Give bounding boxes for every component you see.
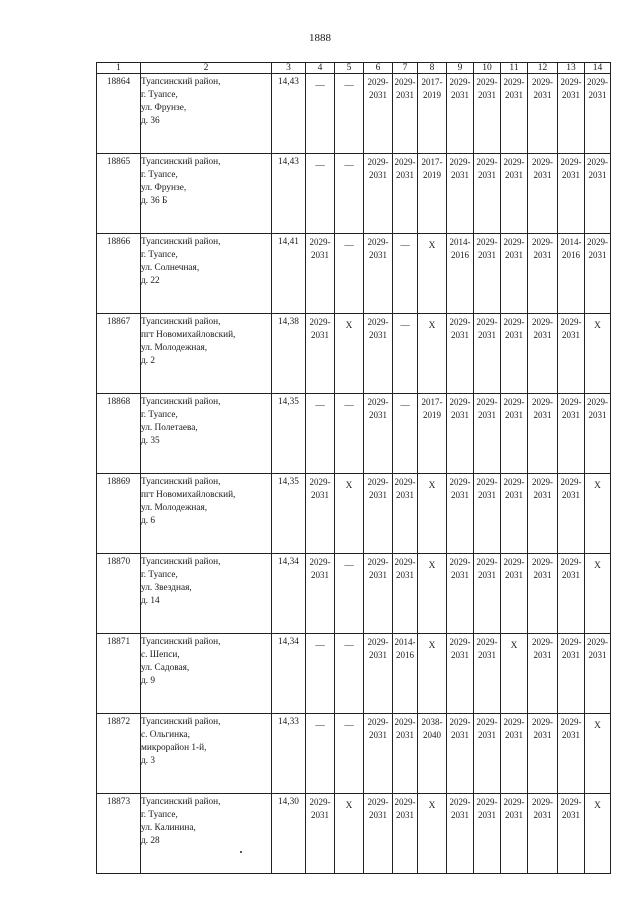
period-cell: 2029- 2031 — [558, 794, 585, 874]
cross-mark: X — [428, 481, 436, 491]
period-cell: 2029- 2031 — [528, 474, 558, 554]
column-header: 4 — [306, 63, 335, 74]
empty-cell — [393, 314, 418, 394]
empty-cell — [335, 154, 364, 234]
period-cell: 2029- 2031 — [447, 554, 474, 634]
period-cell: 2029- 2031 — [501, 474, 528, 554]
not-applicable-cell — [418, 634, 447, 714]
period-cell: 2029- 2031 — [528, 154, 558, 234]
empty-cell — [335, 714, 364, 794]
area-value: 14,35 — [272, 394, 306, 474]
column-header: 13 — [558, 63, 585, 74]
not-applicable-cell — [335, 314, 364, 394]
period-cell: 2029- 2031 — [501, 714, 528, 794]
address-line: д. 22 — [141, 276, 160, 286]
address-line: Туапсинский район, — [141, 317, 221, 327]
record-number: 18865 — [97, 154, 141, 234]
period-cell: 2029- 2031 — [558, 634, 585, 714]
period-cell: 2029- 2031 — [474, 554, 501, 634]
period-cell: 2029- 2031 — [585, 234, 611, 314]
address-cell — [141, 714, 272, 794]
record-number: 18867 — [97, 314, 141, 394]
address-line: Туапсинский район, — [141, 157, 221, 167]
empty-cell — [306, 394, 335, 474]
cross-mark: X — [594, 321, 601, 331]
record-number: 18873 — [97, 794, 141, 874]
period-cell: 2029- 2031 — [447, 154, 474, 234]
not-applicable-cell — [585, 714, 611, 794]
table-row — [97, 634, 611, 714]
page-number: 1888 — [309, 32, 331, 44]
not-applicable-cell — [585, 794, 611, 874]
period-cell: 2029- 2031 — [474, 794, 501, 874]
address-line: ул. Звездная, — [141, 583, 192, 593]
empty-cell — [335, 234, 364, 314]
address-cell — [141, 74, 272, 154]
dash-mark: — — [315, 721, 325, 731]
address-line: д. 14 — [141, 596, 160, 606]
dash-mark: — — [344, 561, 354, 571]
period-cell: 2014- 2016 — [558, 234, 585, 314]
period-cell: 2029- 2031 — [306, 554, 335, 634]
column-header: 9 — [447, 63, 474, 74]
scan-speck — [240, 851, 242, 853]
address-line: с. Шепси, — [141, 650, 180, 660]
address-line: ул. Молодежная, — [141, 343, 208, 353]
period-cell: 2029- 2031 — [364, 74, 393, 154]
record-number: 18872 — [97, 714, 141, 794]
column-header: 14 — [585, 63, 611, 74]
period-cell: 2029- 2031 — [528, 234, 558, 314]
address-line: г. Туапсе, — [141, 170, 178, 180]
area-value: 14,43 — [272, 154, 306, 234]
period-cell: 2017- 2019 — [418, 74, 447, 154]
area-value: 14,41 — [272, 234, 306, 314]
period-cell: 2029- 2031 — [585, 634, 611, 714]
period-cell: 2029- 2031 — [393, 554, 418, 634]
address-line: пгт Новомихайловский, — [141, 490, 236, 500]
dash-mark: — — [344, 401, 354, 411]
period-cell: 2029- 2031 — [558, 474, 585, 554]
address-line: д. 6 — [141, 516, 156, 526]
period-cell: 2029- 2031 — [447, 714, 474, 794]
period-cell: 2029- 2031 — [447, 74, 474, 154]
empty-cell — [335, 554, 364, 634]
address-line: г. Туапсе, — [141, 250, 178, 260]
period-cell: 2029- 2031 — [558, 314, 585, 394]
dash-mark: — — [315, 161, 325, 171]
address-line: д. 28 — [141, 836, 160, 846]
empty-cell — [306, 74, 335, 154]
table-row — [97, 794, 611, 874]
period-cell: 2029- 2031 — [306, 474, 335, 554]
dash-mark: — — [400, 401, 410, 411]
period-cell: 2029- 2031 — [528, 314, 558, 394]
address-line: Туапсинский район, — [141, 77, 221, 87]
dash-mark: — — [344, 721, 354, 731]
dash-mark: — — [344, 161, 354, 171]
period-cell: 2017- 2019 — [418, 394, 447, 474]
address-line: ул. Молодежная, — [141, 503, 208, 513]
dash-mark: — — [344, 641, 354, 651]
address-line: г. Туапсе, — [141, 570, 178, 580]
period-cell: 2029- 2031 — [393, 74, 418, 154]
period-cell: 2029- 2031 — [474, 314, 501, 394]
area-value: 14,34 — [272, 634, 306, 714]
address-cell — [141, 554, 272, 634]
period-cell: 2029- 2031 — [501, 234, 528, 314]
address-line: Туапсинский район, — [141, 477, 221, 487]
not-applicable-cell — [335, 794, 364, 874]
period-cell: 2029- 2031 — [501, 394, 528, 474]
cross-mark: X — [428, 561, 436, 571]
period-cell: 2029- 2031 — [501, 74, 528, 154]
period-cell: 2017- 2019 — [418, 154, 447, 234]
area-value: 14,38 — [272, 314, 306, 394]
period-cell: 2029- 2031 — [558, 714, 585, 794]
dash-mark: — — [400, 321, 410, 331]
period-cell: 2029- 2031 — [306, 794, 335, 874]
not-applicable-cell — [418, 794, 447, 874]
period-cell: 2029- 2031 — [447, 394, 474, 474]
period-cell: 2029- 2031 — [528, 634, 558, 714]
record-number: 18866 — [97, 234, 141, 314]
empty-cell — [335, 74, 364, 154]
address-line: г. Туапсе, — [141, 810, 178, 820]
address-line: ул. Полетаева, — [141, 423, 198, 433]
table-row — [97, 474, 611, 554]
address-cell — [141, 394, 272, 474]
address-cell — [141, 794, 272, 874]
not-applicable-cell — [501, 634, 528, 714]
period-cell: 2029- 2031 — [364, 714, 393, 794]
dash-mark: — — [315, 401, 325, 411]
empty-cell — [393, 234, 418, 314]
dash-mark: — — [315, 641, 325, 651]
period-cell: 2029- 2031 — [364, 234, 393, 314]
cross-mark: X — [428, 321, 436, 331]
cross-mark: X — [428, 641, 436, 651]
dash-mark: — — [400, 241, 410, 251]
period-cell: 2029- 2031 — [474, 154, 501, 234]
cross-mark: X — [428, 241, 436, 251]
address-cell — [141, 154, 272, 234]
period-cell: 2029- 2031 — [393, 154, 418, 234]
empty-cell — [393, 394, 418, 474]
period-cell: 2029- 2031 — [474, 234, 501, 314]
empty-cell — [335, 634, 364, 714]
address-line: д. 36 Б — [141, 196, 168, 206]
dash-mark: — — [344, 241, 354, 251]
area-value: 14,34 — [272, 554, 306, 634]
period-cell: 2029- 2031 — [474, 394, 501, 474]
period-cell: 2029- 2031 — [447, 794, 474, 874]
table-row — [97, 154, 611, 234]
cross-mark: X — [594, 801, 601, 811]
period-cell: 2029- 2031 — [447, 474, 474, 554]
address-line: микрорайон 1-й, — [141, 743, 207, 753]
period-cell: 2029- 2031 — [364, 634, 393, 714]
address-cell — [141, 234, 272, 314]
period-cell: 2029- 2031 — [393, 474, 418, 554]
address-line: д. 3 — [141, 756, 156, 766]
address-line: ул. Фрунзе, — [141, 183, 187, 193]
period-cell: 2029- 2031 — [558, 74, 585, 154]
column-header: 5 — [335, 63, 364, 74]
area-value: 14,43 — [272, 74, 306, 154]
period-cell: 2029- 2031 — [474, 474, 501, 554]
address-line: г. Туапсе, — [141, 410, 178, 420]
table-row — [97, 714, 611, 794]
cross-mark: X — [345, 481, 353, 491]
address-line: с. Ольгинка, — [141, 730, 190, 740]
cross-mark: X — [594, 561, 601, 571]
address-line: д. 36 — [141, 116, 160, 126]
area-value: 14,35 — [272, 474, 306, 554]
period-cell: 2029- 2031 — [585, 74, 611, 154]
period-cell: 2029- 2031 — [393, 714, 418, 794]
not-applicable-cell — [418, 474, 447, 554]
table-body — [97, 74, 611, 874]
column-header: 1 — [97, 63, 141, 74]
column-header: 8 — [418, 63, 447, 74]
period-cell: 2029- 2031 — [364, 474, 393, 554]
period-cell: 2029- 2031 — [474, 714, 501, 794]
column-header: 3 — [272, 63, 306, 74]
period-cell: 2029- 2031 — [558, 394, 585, 474]
not-applicable-cell — [585, 554, 611, 634]
column-header: 12 — [528, 63, 558, 74]
area-value: 14,33 — [272, 714, 306, 794]
record-number: 18864 — [97, 74, 141, 154]
empty-cell — [335, 394, 364, 474]
empty-cell — [306, 714, 335, 794]
address-line: г. Туапсе, — [141, 90, 178, 100]
period-cell: 2029- 2031 — [558, 154, 585, 234]
address-line: ул. Калинина, — [141, 823, 196, 833]
period-cell: 2029- 2031 — [364, 794, 393, 874]
table-row — [97, 74, 611, 154]
address-line: ул. Садовая, — [141, 663, 190, 673]
address-line: Туапсинский район, — [141, 557, 221, 567]
cross-mark: X — [345, 801, 353, 811]
table-row — [97, 554, 611, 634]
address-line: ул. Фрунзе, — [141, 103, 187, 113]
not-applicable-cell — [585, 474, 611, 554]
period-cell: 2029- 2031 — [528, 74, 558, 154]
address-line: пгт Новомихайловский, — [141, 330, 236, 340]
registry-table — [96, 62, 611, 874]
dash-mark: — — [315, 81, 325, 91]
period-cell: 2014- 2016 — [447, 234, 474, 314]
period-cell: 2029- 2031 — [474, 74, 501, 154]
period-cell: 2029- 2031 — [501, 154, 528, 234]
cross-mark: X — [594, 481, 601, 491]
table-row — [97, 314, 611, 394]
period-cell: 2029- 2031 — [501, 554, 528, 634]
record-number: 18871 — [97, 634, 141, 714]
period-cell: 2029- 2031 — [528, 554, 558, 634]
not-applicable-cell — [418, 554, 447, 634]
record-number: 18869 — [97, 474, 141, 554]
cross-mark: X — [594, 721, 601, 731]
period-cell: 2029- 2031 — [364, 314, 393, 394]
address-line: Туапсинский район, — [141, 717, 221, 727]
address-line: Туапсинский район, — [141, 797, 221, 807]
period-cell: 2029- 2031 — [528, 714, 558, 794]
period-cell: 2029- 2031 — [306, 234, 335, 314]
address-cell — [141, 634, 272, 714]
not-applicable-cell — [585, 314, 611, 394]
address-line: Туапсинский район, — [141, 397, 221, 407]
column-header-row — [97, 63, 611, 74]
period-cell: 2029- 2031 — [364, 394, 393, 474]
area-value: 14,30 — [272, 794, 306, 874]
period-cell: 2029- 2031 — [447, 314, 474, 394]
record-number: 18868 — [97, 394, 141, 474]
period-cell: 2029- 2031 — [364, 154, 393, 234]
period-cell: 2029- 2031 — [528, 394, 558, 474]
column-header: 11 — [501, 63, 528, 74]
cross-mark: X — [345, 321, 353, 331]
address-cell — [141, 314, 272, 394]
cross-mark: X — [510, 641, 518, 651]
period-cell: 2029- 2031 — [393, 794, 418, 874]
dash-mark: — — [344, 81, 354, 91]
period-cell: 2029- 2031 — [306, 314, 335, 394]
table-row — [97, 394, 611, 474]
period-cell: 2038- 2040 — [418, 714, 447, 794]
address-line: Туапсинский район, — [141, 237, 221, 247]
address-line: д. 9 — [141, 676, 156, 686]
period-cell: 2029- 2031 — [447, 634, 474, 714]
column-header: 10 — [474, 63, 501, 74]
address-cell — [141, 474, 272, 554]
address-line: д. 2 — [141, 356, 156, 366]
period-cell: 2029- 2031 — [501, 794, 528, 874]
column-header: 6 — [364, 63, 393, 74]
not-applicable-cell — [335, 474, 364, 554]
period-cell: 2029- 2031 — [585, 154, 611, 234]
address-line: ул. Солнечная, — [141, 263, 200, 273]
empty-cell — [306, 634, 335, 714]
period-cell: 2029- 2031 — [474, 634, 501, 714]
address-line: Туапсинский район, — [141, 637, 221, 647]
empty-cell — [306, 154, 335, 234]
column-header: 2 — [141, 63, 272, 74]
period-cell: 2029- 2031 — [528, 794, 558, 874]
period-cell: 2029- 2031 — [364, 554, 393, 634]
address-line: д. 35 — [141, 436, 160, 446]
period-cell: 2014- 2016 — [393, 634, 418, 714]
period-cell: 2029- 2031 — [558, 554, 585, 634]
period-cell: 2029- 2031 — [501, 314, 528, 394]
table-row — [97, 234, 611, 314]
column-header: 7 — [393, 63, 418, 74]
not-applicable-cell — [418, 234, 447, 314]
not-applicable-cell — [418, 314, 447, 394]
cross-mark: X — [428, 801, 436, 811]
record-number: 18870 — [97, 554, 141, 634]
period-cell: 2029- 2031 — [585, 394, 611, 474]
